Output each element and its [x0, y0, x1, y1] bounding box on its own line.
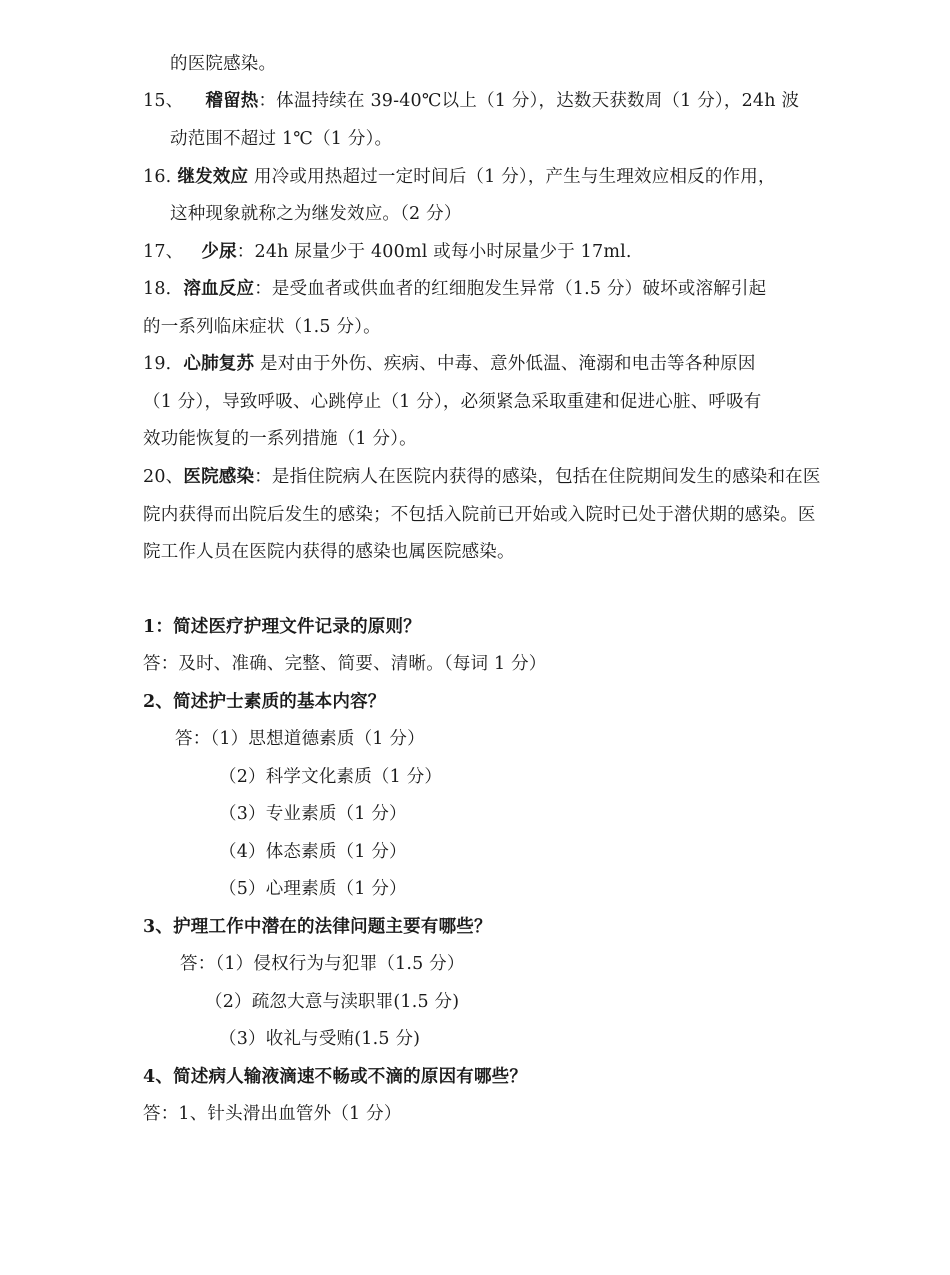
answer-3-item-1: 答：（1）侵权行为与犯罪（1.5 分）: [180, 954, 465, 974]
definition-text: ：24h 尿量少于 400ml 或每小时尿量少于 17ml.: [236, 242, 632, 262]
definition-18-cont: [143, 315, 381, 339]
definition-text: ：体温持续在 39-40℃以上（1 分），达数天获数周（1 分），24h 波: [258, 91, 800, 111]
definition-text: ：是受血者或供血者的红细胞发生异常（1.5 分）破坏或溶解引起: [254, 279, 767, 299]
definition-14-tail: [170, 52, 276, 76]
answer-2-item-3: （3）专业素质（1 分）: [219, 804, 407, 824]
definition-text: ：是指住院病人在医院内获得的感染，包括在住院期间发生的感染和在医: [254, 467, 821, 487]
definition-text: 是对由于外伤、疾病、中毒、意外低温、淹溺和电击等各种原因: [254, 354, 756, 374]
definition-term: 少尿: [201, 242, 237, 262]
definition-18: [143, 277, 766, 301]
definition-16: [143, 165, 776, 189]
definition-term: 溶血反应: [183, 279, 255, 299]
definition-text: 效功能恢复的一系列措施（1 分）。: [143, 429, 417, 449]
answer-2-item-2: （2）科学文化素质（1 分）: [219, 767, 443, 787]
question-2: 2、简述护士素质的基本内容？: [143, 692, 386, 712]
definition-15-cont: [170, 127, 392, 151]
definition-term: 医院感染: [183, 467, 255, 487]
question-1: 1：简述医疗护理文件记录的原则？: [143, 617, 421, 637]
definition-19-cont-2: [143, 427, 417, 451]
definition-19-cont-1: [143, 390, 762, 414]
definition-text: 动范围不超过 1℃（1 分）。: [170, 129, 393, 149]
definition-number: 19．: [143, 354, 184, 374]
answer-2-item-5: （5）心理素质（1 分）: [219, 879, 407, 899]
definition-text: 这种现象就称之为继发效应。（2 分）: [170, 204, 462, 224]
answer-4-item-1: 答：1、针头滑出血管外（1 分）: [143, 1104, 402, 1124]
definition-19: [143, 352, 756, 376]
definition-number: 20、: [143, 467, 184, 487]
definition-text: 的一系列临床症状（1.5 分）。: [143, 317, 381, 337]
definition-20-cont-1: [143, 503, 816, 527]
definition-text: 院工作人员在医院内获得的感染也属医院感染。: [143, 542, 515, 562]
definition-term: 心肺复苏: [183, 354, 255, 374]
definition-number: 17、: [143, 242, 184, 262]
definition-number: 18．: [143, 279, 184, 299]
definition-term: 稽留热: [205, 91, 259, 111]
answer-2-item-1: 答：（1）思想道德素质（1 分）: [175, 729, 425, 749]
question-4: 4、简述病人输液滴速不畅或不滴的原因有哪些？: [143, 1067, 528, 1087]
definition-text: 用冷或用热超过一定时间后（1 分），产生与生理效应相反的作用，: [248, 167, 776, 187]
answer-3-item-2: （2）疏忽大意与渎职罪(1.5 分): [205, 992, 460, 1012]
definition-text: 院内获得而出院后发生的感染；不包括入院前已开始或入院时已处于潜伏期的感染。医: [143, 505, 816, 525]
definition-number: 16.: [143, 167, 172, 187]
answer-2-item-4: （4）体态素质（1 分）: [219, 842, 407, 862]
definition-20: [143, 465, 821, 489]
definition-term: 继发效应: [177, 167, 249, 187]
answer-3-item-3: （3）收礼与受贿(1.5 分): [219, 1029, 421, 1049]
definition-number: 15、: [143, 91, 184, 111]
definition-text: 的医院感染。: [170, 54, 277, 74]
definition-text: （1 分），导致呼吸、心跳停止（1 分），必须紧急采取重建和促进心脏、呼吸有: [143, 392, 762, 412]
definition-17: [143, 240, 632, 264]
definition-16-cont: [170, 202, 462, 226]
definition-20-cont-2: [143, 540, 515, 564]
definition-15: [143, 89, 799, 113]
answer-1: 答：及时、准确、完整、简要、清晰。（每词 1 分）: [143, 654, 547, 674]
question-3: 3、护理工作中潜在的法律问题主要有哪些？: [143, 917, 492, 937]
